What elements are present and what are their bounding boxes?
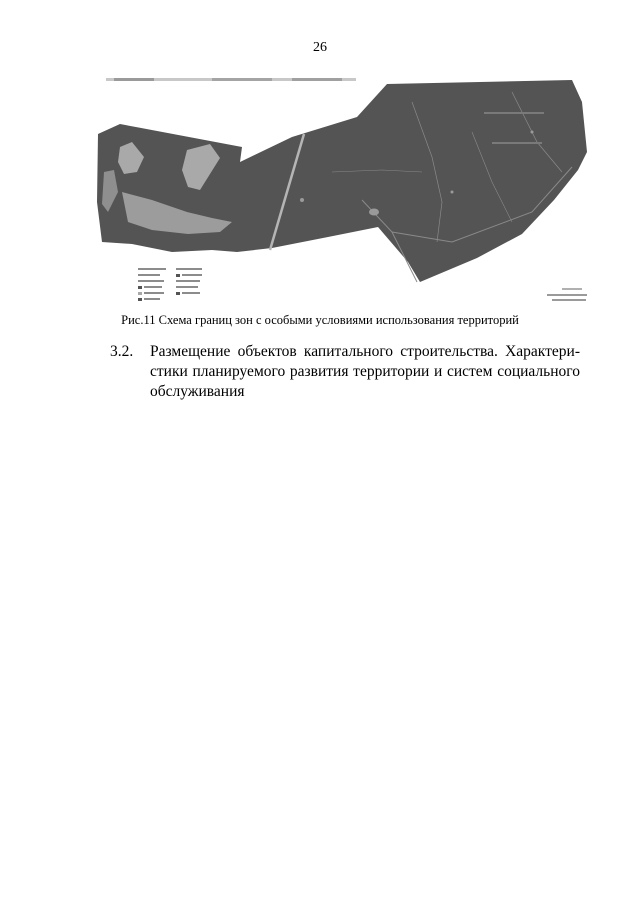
section-title: Размещение объектов капитального строительства. Характери-стики планируемого развития территории и систем социального обслуживания	[150, 343, 580, 400]
map-stamp	[547, 288, 587, 301]
section-number: 3.2.	[110, 343, 134, 360]
section-heading	[110, 342, 580, 402]
map-header-strip	[106, 78, 356, 81]
map-legend	[138, 268, 202, 301]
figure-caption: Рис.11 Схема границ зон с особыми условиями использования территорий	[121, 313, 519, 327]
page-number: 26	[313, 40, 327, 55]
territory-shape	[97, 80, 587, 282]
map-figure	[92, 72, 592, 314]
zones-map	[92, 72, 592, 314]
